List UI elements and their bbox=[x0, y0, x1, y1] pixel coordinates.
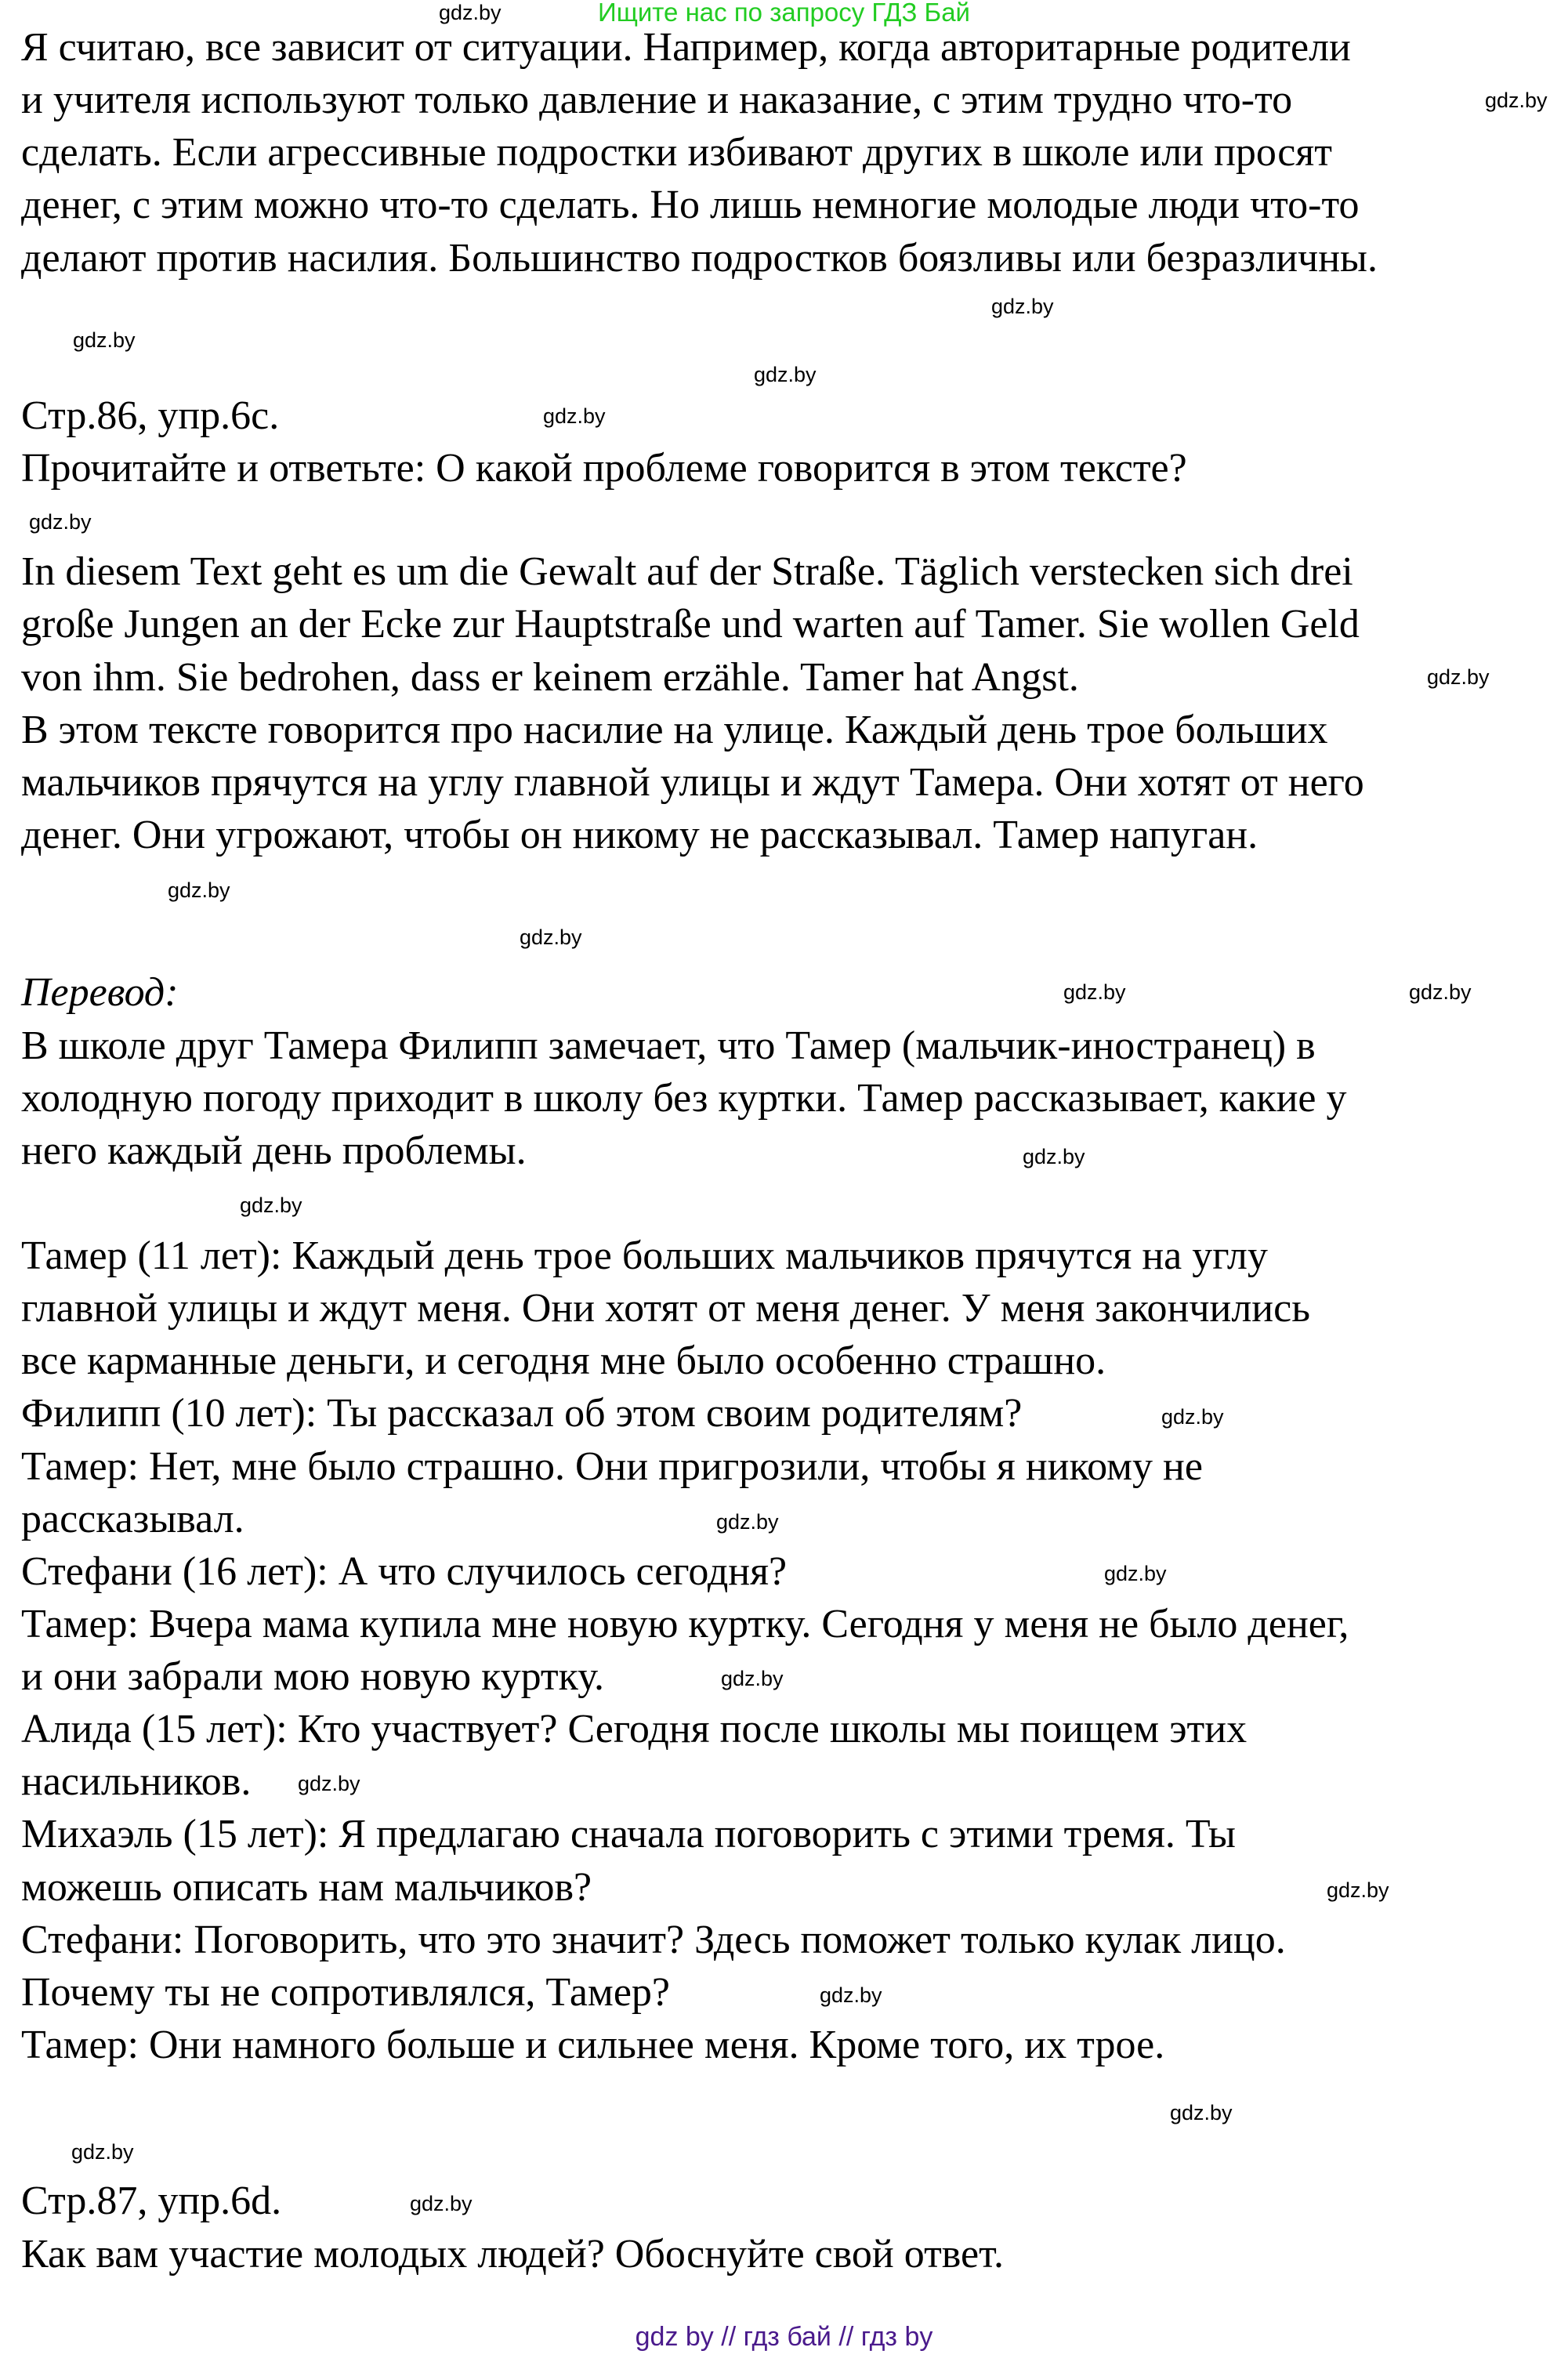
dialogue-line: Стефани: Поговорить, что это значит? Здесь поможет только кулак лицо. bbox=[21, 1918, 1286, 1962]
text-line: В этом тексте говорится про насилие на улице. Каждый день трое больших bbox=[21, 708, 1328, 752]
watermark: gdz.by bbox=[1327, 1878, 1389, 1902]
text-line: Я считаю, все зависит от ситуации. Например, когда авторитарные родители bbox=[21, 25, 1351, 70]
watermark: gdz.by bbox=[410, 2192, 473, 2215]
watermark: gdz.by bbox=[298, 1772, 360, 1795]
watermark: gdz.by bbox=[1485, 89, 1548, 112]
text-line: В школе друг Тамера Филипп замечает, что Тамер (мальчик-иностранец) в bbox=[21, 1023, 1316, 1068]
watermark: gdz.by bbox=[29, 510, 92, 534]
text-line: делают против насилия. Большинство подростков боязливы или безразличны. bbox=[21, 236, 1378, 281]
text-line: von ihm. Sie bedrohen, dass er keinem erzähle. Tamer hat Angst. bbox=[21, 655, 1079, 700]
dialogue-line: главной улицы и ждут меня. Они хотят от меня денег. У меня закончились bbox=[21, 1286, 1310, 1331]
watermark: gdz.by bbox=[1409, 980, 1472, 1004]
text-line: холодную погоду приходит в школу без куртки. Тамер рассказывает, какие у bbox=[21, 1076, 1347, 1121]
watermark: gdz.by bbox=[71, 2140, 134, 2164]
dialogue-line: насильников. bbox=[21, 1759, 252, 1804]
translation-heading: Перевод: bbox=[21, 970, 179, 1015]
dialogue-line: Тамер: Они намного больше и сильнее меня. Кроме того, их трое. bbox=[21, 2023, 1165, 2067]
dialogue-line: Тамер: Вчера мама купила мне новую куртку. Сегодня у меня не было денег, bbox=[21, 1602, 1349, 1646]
dialogue-line: все карманные деньги, и сегодня мне было особенно страшно. bbox=[21, 1338, 1106, 1383]
watermark: gdz.by bbox=[1427, 665, 1490, 689]
dialogue-line: Алида (15 лет): Кто участвует? Сегодня после школы мы поищем этих bbox=[21, 1707, 1248, 1751]
text-line: него каждый день проблемы. bbox=[21, 1128, 527, 1173]
text-line: сделать. Если агрессивные подростки избивают других в школе или просят bbox=[21, 130, 1332, 175]
watermark: gdz.by bbox=[1104, 1562, 1167, 1585]
text-line: и учителя используют только давление и наказание, с этим трудно что-то bbox=[21, 78, 1293, 122]
footer-links[interactable]: gdz by // гдз бай // гдз by bbox=[635, 2322, 933, 2352]
dialogue-line: Тамер (11 лет): Каждый день трое больших мальчиков прячутся на углу bbox=[21, 1233, 1268, 1278]
watermark: gdz.by bbox=[520, 925, 582, 949]
watermark: gdz.by bbox=[716, 1510, 779, 1534]
text-line: In diesem Text geht es um die Gewalt auf der Straße. Täglich verstecken sich drei bbox=[21, 549, 1353, 594]
watermark: gdz.by bbox=[1063, 980, 1126, 1004]
watermark: gdz.by bbox=[1161, 1405, 1224, 1429]
watermark: gdz.by bbox=[820, 1983, 882, 2007]
search-hint-header: Ищите нас по запросу ГДЗ Бай bbox=[598, 0, 970, 27]
text-line: денег, с этим можно что-то сделать. Но лишь немногие молодые люди что-то bbox=[21, 183, 1360, 227]
dialogue-line: можешь описать нам мальчиков? bbox=[21, 1865, 592, 1910]
dialogue-line: Тамер: Нет, мне было страшно. Они пригрозили, чтобы я никому не bbox=[21, 1444, 1203, 1489]
watermark: gdz.by bbox=[991, 295, 1054, 318]
watermark: gdz.by bbox=[439, 1, 502, 24]
watermark: gdz.by bbox=[721, 1667, 784, 1690]
text-line: große Jungen an der Ecke zur Hauptstraße und warten auf Tamer. Sie wollen Geld bbox=[21, 602, 1360, 647]
watermark: gdz.by bbox=[754, 363, 817, 386]
dialogue-line: и они забрали мою новую куртку. bbox=[21, 1654, 604, 1699]
exercise-question: Как вам участие молодых людей? Обоснуйте свой ответ. bbox=[21, 2232, 1004, 2277]
watermark: gdz.by bbox=[1170, 2101, 1233, 2124]
watermark: gdz.by bbox=[168, 878, 230, 902]
watermark: gdz.by bbox=[1023, 1145, 1085, 1168]
dialogue-line: рассказывал. bbox=[21, 1497, 244, 1541]
watermark: gdz.by bbox=[240, 1193, 302, 1217]
exercise-question: Прочитайте и ответьте: О какой проблеме говорится в этом тексте? bbox=[21, 446, 1187, 491]
watermark: gdz.by bbox=[73, 328, 136, 352]
exercise-heading: Стр.87, упр.6d. bbox=[21, 2179, 282, 2223]
dialogue-line: Стефани (16 лет): А что случилось сегодня? bbox=[21, 1549, 788, 1594]
dialogue-line: Михаэль (15 лет): Я предлагаю сначала поговорить с этими тремя. Ты bbox=[21, 1812, 1236, 1856]
watermark: gdz.by bbox=[543, 404, 606, 428]
text-line: мальчиков прячутся на углу главной улицы и ждут Тамера. Они хотят от него bbox=[21, 760, 1364, 805]
dialogue-line: Филипп (10 лет): Ты рассказал об этом своим родителям? bbox=[21, 1391, 1023, 1436]
exercise-heading: Стр.86, упр.6c. bbox=[21, 393, 280, 438]
dialogue-line: Почему ты не сопротивлялся, Тамер? bbox=[21, 1970, 670, 2015]
text-line: денег. Они угрожают, чтобы он никому не рассказывал. Тамер напуган. bbox=[21, 813, 1258, 857]
